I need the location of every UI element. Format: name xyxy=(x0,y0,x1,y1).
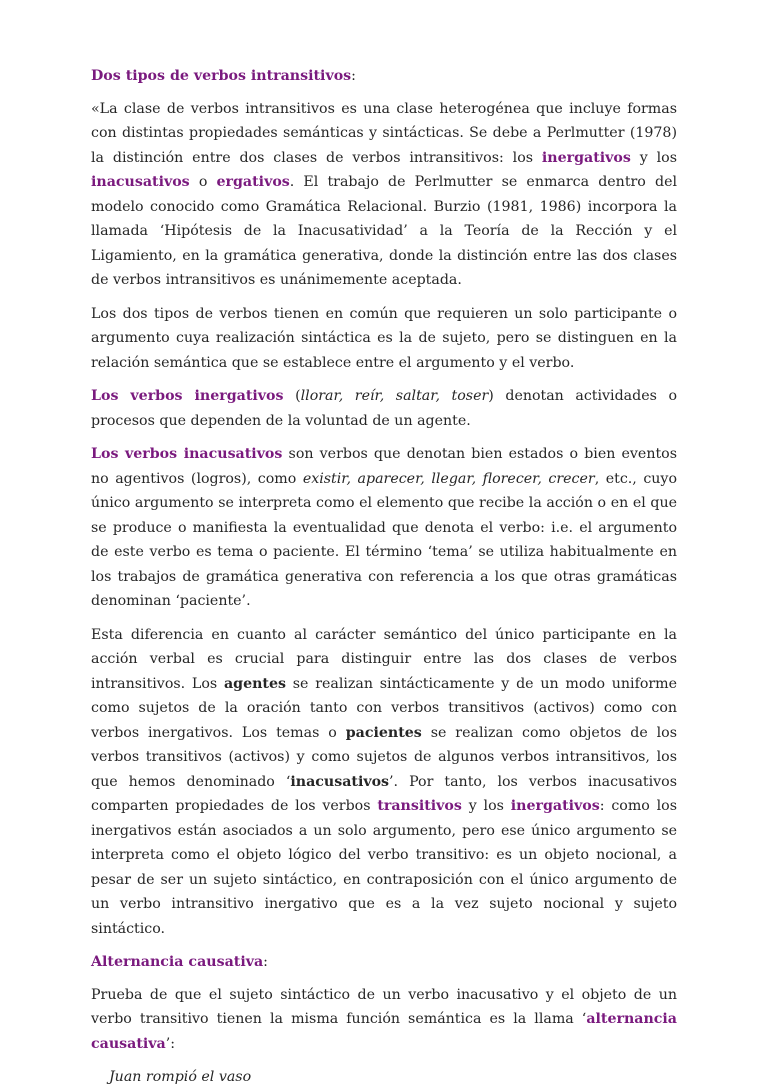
example-text: Juan rompió el vaso xyxy=(109,1069,252,1085)
text-span: y los xyxy=(461,798,511,814)
term-agentes: agentes xyxy=(223,675,286,692)
term-inergativos-2: inergativos xyxy=(510,798,600,814)
text-span: . El trabajo de Perlmutter se enmarca dentro del modelo conocido como Gramática Relacional. Burzio (1981, 1986) incorpora la llamada ‘Hipótesis de la Inacusatividad’ a la Teoría de la Rección y el Ligamiento, en la gramática generativa, donde la distinción entre las dos clases de verbos intransitivos es unánimemente aceptada. xyxy=(91,174,677,288)
term-verbos-inergativos: Los verbos inergativos xyxy=(91,388,284,404)
heading-colon: : xyxy=(351,68,356,84)
term-transitivos: transitivos xyxy=(377,798,462,814)
paragraph-intro xyxy=(91,97,677,293)
text-span: «La clase de verbos intransitivos es una clase heterogénea que incluye formas con distintas propiedades semánticas y sintácticas. Se debe a Perlmutter (1978) la distinción entre dos clases de verbos intransitivos: los xyxy=(91,100,677,166)
paragraph-common xyxy=(91,302,677,376)
text-span: Esta diferencia en cuanto al carácter semántico del único participante en la acción verbal es crucial para distinguir entre las dos clases de verbos intransitivos. Los xyxy=(91,626,677,692)
example-sentence xyxy=(109,1065,677,1090)
text-span: ’. Por tanto, los verbos inacusativos comparten propiedades de los verbos xyxy=(91,773,677,814)
heading-alternancia xyxy=(91,950,677,975)
heading-title: Alternancia causativa xyxy=(91,954,264,970)
heading-colon: : xyxy=(263,954,268,970)
examples-italic: existir, aparecer, llegar, florecer, crecer xyxy=(302,470,595,487)
paragraph-inacusativos xyxy=(91,442,677,614)
heading-title: Dos tipos de verbos intransitivos xyxy=(91,68,352,84)
term-verbos-inacusativos: Los verbos inacusativos xyxy=(91,446,283,462)
text-span: y los xyxy=(630,149,677,166)
text-span: ’: xyxy=(165,1035,176,1052)
term-pacientes: pacientes xyxy=(345,724,422,741)
text-span: se realizan sintácticamente y de un modo uniforme como sujetos de la oración tanto con verbos transitivos (activos) como con verbos inergativos. Los temas o xyxy=(91,675,678,741)
heading-dos-tipos xyxy=(91,64,677,89)
text-span: ) denotan actividades o procesos que dependen de la voluntad de un agente. xyxy=(91,388,677,429)
text-span: son verbos que denotan bien estados o bien eventos no agentivos (logros), como xyxy=(91,446,677,487)
term-inacusativos: inacusativos xyxy=(91,174,190,190)
term-alternancia-causativa: alternancia causativa xyxy=(91,1011,677,1052)
paragraph-prueba xyxy=(91,983,677,1057)
term-inergativos: inergativos xyxy=(541,149,631,166)
paragraph-inergativos xyxy=(91,384,677,433)
text-span: Los dos tipos de verbos tienen en común que requieren un solo participante o argumento cuya realización sintáctica es la de sujeto, pero se distinguen en la relación semántica que se establece entre el argumento y el verbo. xyxy=(91,305,677,371)
text-span: ( xyxy=(283,388,301,404)
text-span: se realizan como objetos de los verbos transitivos (activos) y como sujetos de algunos verbos intransitivos, los que hemos denominado ‘ xyxy=(91,724,678,790)
text-span: Prueba de que el sujeto sintáctico de un verbo inacusativo y el objeto de un verbo transitivo tienen la misma función semántica es la llama ‘ xyxy=(91,986,677,1027)
paragraph-diferencia xyxy=(91,623,677,942)
examples-italic: llorar, reír, saltar, toser xyxy=(300,388,489,404)
term-ergativos: ergativos xyxy=(216,174,290,190)
term-inacusativos-bold: inacusativos xyxy=(290,773,390,790)
text-span: : como los inergativos están asociados a un solo argumento, pero ese único argumento se interpreta como el objeto lógico del verbo transitivo: es un objeto nocional, a pesar de ser un sujeto sintáctico, en contraposición con el único argumento de un verbo intransitivo inergativo que es a la vez sujeto nocional y sujeto sintáctico. xyxy=(91,798,678,937)
text-span: , etc., cuyo único argumento se interpreta como el elemento que recibe la acción o en el que se produce o manifiesta la eventualidad que denota el verbo: i.e. el argumento de este verbo es tema o paciente. El término ‘tema’ se utiliza habitualmente en los trabajos de gramática generativa con referencia a los que otras gramáticas denominan ‘paciente’. xyxy=(91,470,677,609)
text-span: o xyxy=(189,174,217,190)
